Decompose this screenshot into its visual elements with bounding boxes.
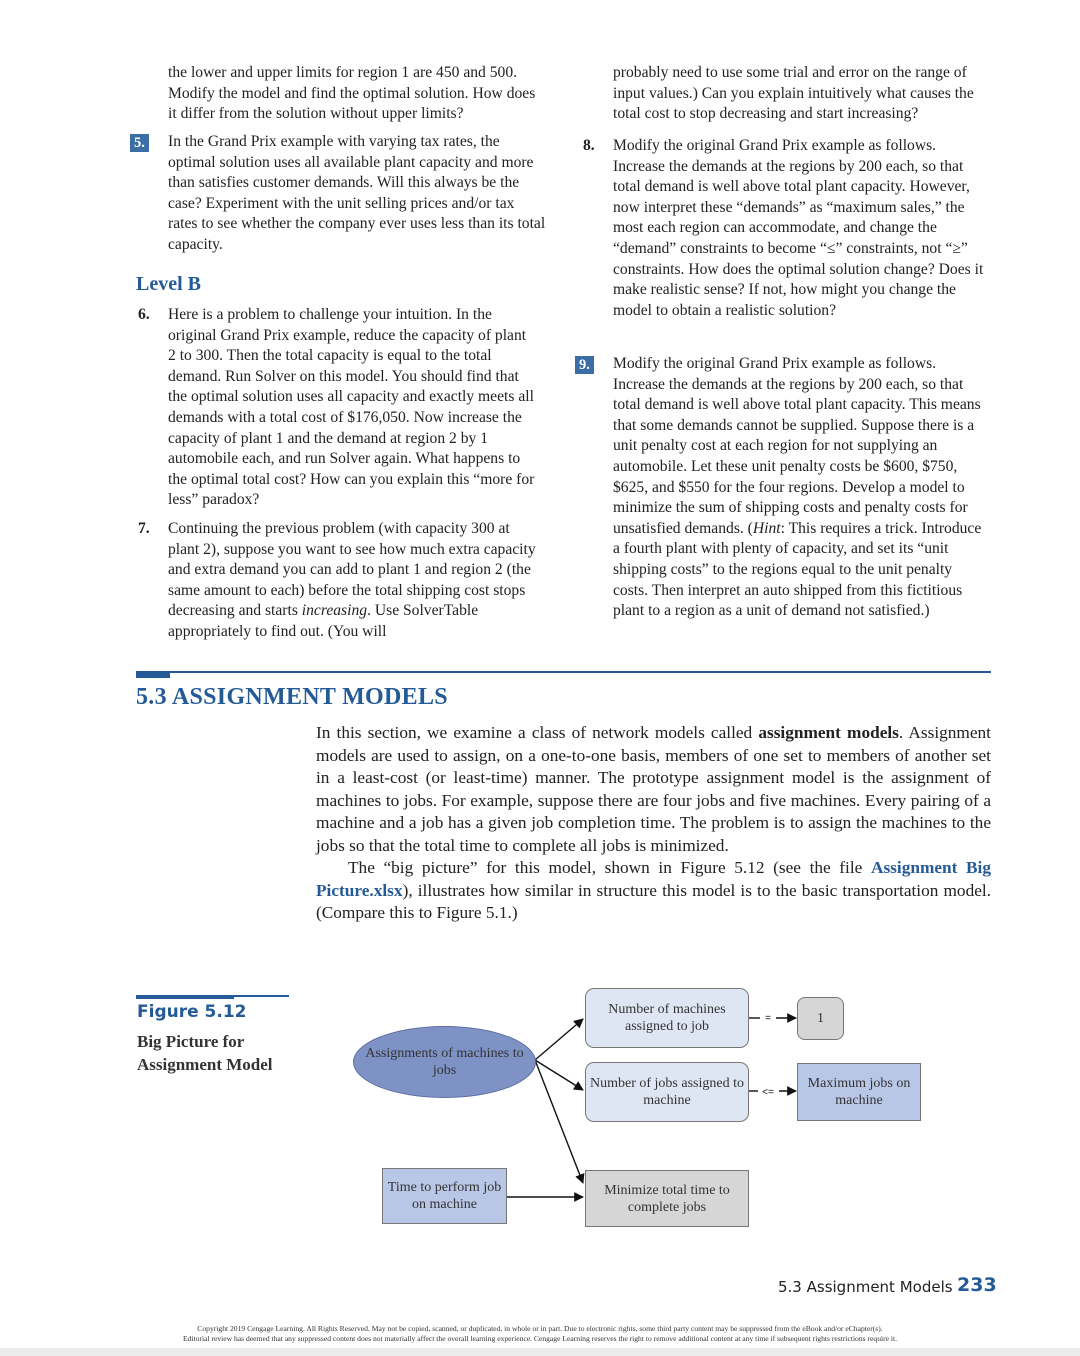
problem-7-text: Continuing the previous problem (with capacity 300 at plant 2), suppose you want to see how much extra capacity and extra demand you can add to plant 1 and region 2 (the same amount to each) before the total shipping cost stops decreasing and starts increasing. Use SolverTable appropriately to find out. (You will	[168, 520, 536, 640]
problem-8-number: 8.	[583, 137, 595, 154]
problem-5-number: 5.	[130, 134, 149, 152]
equals-constraint-label: =	[765, 1013, 771, 1024]
node-num-jobs-per-machine: Number of jobs assigned to machine	[585, 1062, 749, 1122]
problem-5-text: In the Grand Prix example with varying tax rates, the optimal solution uses all available plant capacity and more than satisfies customer demands. Will this always be the case? Experiment with the unit selling prices and/or tax rates to see whether the company ever uses less than its total capacity.	[168, 133, 546, 253]
problem-7-number: 7.	[138, 520, 150, 537]
section-title: 5.3 ASSIGNMENT MODELS	[136, 684, 448, 710]
section-paragraph-1: In this section, we examine a class of network models called assignment models. Assignment models are used to assign, on a one-to-one basis, members of one set to members of another set in a least-cost (or least-time) manner. The prototype assignment model is the assignment of machines to jobs. For example, suppose there are four jobs and five machines. Every pairing of a machine and a job has a given job completion time. The problem is to assign the machines to the jobs so that the total time to complete all jobs is minimized.	[316, 723, 991, 855]
problem-6-text: Here is a problem to challenge your intuition. In the original Grand Prix example, reduce the capacity of plant 2 to 300. Then the total capacity is equal to the total demand. Run Solver on this model. You should find that the optimal solution uses all capacity and exactly meets all demands with a total cost of $176,050. Now increase the capacity of plant 1 and the demand at region 2 by 1 automobile each, and run Solver again. What happens to the optimal total cost? How can you explain this “more for less” paradox?	[168, 306, 535, 509]
node-one-constant: 1	[797, 997, 844, 1040]
footer-page-number: 233	[957, 1274, 997, 1296]
arrow-assign-to-minimize	[535, 1060, 583, 1183]
copyright-line-2: Editorial review has deemed that any suppressed content does not materially affect the overall learning experience. Cengage Learning reserves the right to remove additional content at any time if subsequent rights restrictions require it.	[182, 1334, 898, 1343]
problem-8-text: Modify the original Grand Prix example as follows. Increase the demands at the regions by 200 each, so that total demand is well above total plant capacity. However, now interpret these “demands” as “maximum sales,” the most each region can accommodate, and change the “demand” constraints to become “≤” constraints, not “≥” constraints. How does the optimal solution change? Does it make realistic sense? If not, how might you change the model to obtain a realistic solution?	[613, 137, 984, 319]
node-minimize-objective: Minimize total time to complete jobs	[585, 1170, 749, 1227]
figure-caption: Big Picture for Assignment Model	[137, 1032, 273, 1074]
problem-9-number: 9.	[575, 356, 594, 374]
node-max-jobs: Maximum jobs on machine	[797, 1063, 921, 1121]
right-continued-text: probably need to use some trial and error on the range of input values.) Can you explain intuitively what causes the total cost to stop decreasing and start increasing?	[613, 64, 974, 123]
problem-9-text: Modify the original Grand Prix example as follows. Increase the demands at the regions by 200 each, so that total demand is well above total plant capacity. This means that some demands cannot be supplied. Suppose there is a unit penalty cost at each region for not supplying an automobile. Let these unit penalty costs be $600, $750, $625, and $550 for the four regions. Develop a model to minimize the sum of shipping costs and penalty costs for unsatisfied demands. (Hint: This requires a trick. Introduce a fourth plant with plenty of capacity, and set its “unit shipping costs” to the regions equal to the unit penalty costs. Then interpret an auto shipped from this fictitious plant to a region as a unit of demand not satisfied.)	[613, 355, 982, 620]
le-constraint-label: <=	[762, 1087, 774, 1098]
level-b-heading: Level B	[136, 273, 201, 295]
node-time-to-perform: Time to perform job on machine	[382, 1168, 507, 1224]
node-assignments-ellipse: Assignments of machines to jobs	[353, 1026, 536, 1098]
problem-6-number: 6.	[138, 306, 150, 323]
left-continued-text: the lower and upper limits for region 1 are 450 and 500. Modify the model and find the optimal solution. How does it differ from the solution without upper limits?	[168, 64, 536, 123]
page-bottom-band	[0, 1348, 1080, 1356]
node-num-machines-per-job: Number of machines assigned to job	[585, 988, 749, 1048]
footer-section-name: 5.3 Assignment Models	[778, 1278, 953, 1296]
file-link: Assignment Big Picture.xlsx	[316, 858, 991, 900]
copyright-line-1: Copyright 2019 Cengage Learning. All Rights Reserved. May not be copied, scanned, or duplicated, in whole or in part. Due to electronic rights, some third party content may be suppressed from the eBook and/or eChapter(s).	[197, 1324, 883, 1333]
figure-label: Figure 5.12	[137, 1002, 247, 1022]
arrow-assign-to-jobs	[535, 1060, 583, 1090]
arrow-assign-to-machines	[535, 1019, 583, 1060]
section-paragraph-2: The “big picture” for this model, shown in Figure 5.12 (see the file Assignment Big Picture.xlsx), illustrates how similar in structure this model is to the basic transportation model. (Compare this to Figure 5.1.)	[316, 858, 991, 923]
